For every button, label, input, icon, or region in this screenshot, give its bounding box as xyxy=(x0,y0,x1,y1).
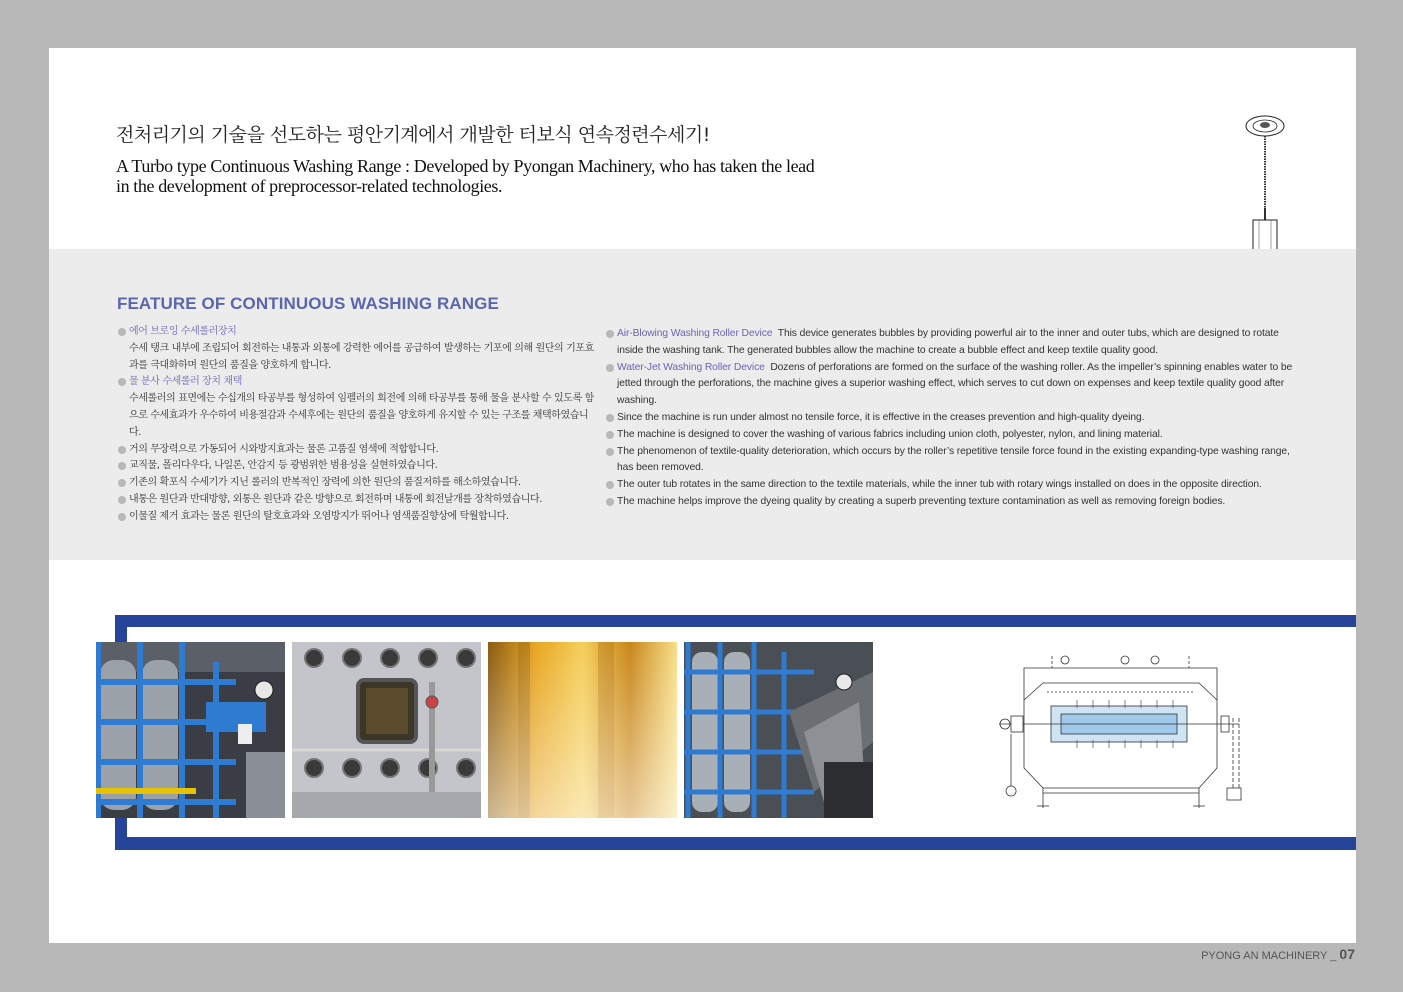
list-item xyxy=(117,509,597,526)
list-item-heading: 물 분사 수세롤러 장치 채택 xyxy=(129,376,242,388)
list-item xyxy=(605,360,1305,410)
list-item-text: Since the machine is run under almost no tensile force, it is effective in the creases prevention and high-quality dyeing. xyxy=(617,411,1145,423)
title-english: A Turbo type Continuous Washing Range : Developed by Pyongan Machinery, who has taken the lead in the development of preprocessor-related technologies. xyxy=(116,156,815,196)
list-item-text: 교직물, 폴리다우다, 나일론, 안감지 등 광범위한 범용성을 실현하였습니다. xyxy=(129,460,438,472)
list-item-text: This device generates bubbles by providing powerful air to the inner and outer tubs, which are designed to rotate inside the washing tank. The generated bubbles allow the machine to create a bubble effect and keep textile quality good. xyxy=(617,328,1279,356)
list-item-text: The phenomenon of textile-quality deterioration, which occurs by the roller’s repetitive tensile force found in the existing expanding-type washing range, has been removed. xyxy=(617,445,1290,474)
list-item-text: 수세 탱크 내부에 조립되어 회전하는 내통과 외통에 강력한 에어를 공급하여 발생하는 기포에 의해 원단의 기포효과를 극대화하며 원단의 품질을 양호하게 합니다. xyxy=(129,342,594,371)
list-item-text: The machine is designed to cover the washing of various fabrics including union cloth, polyester, nylon, and lining material. xyxy=(617,428,1163,440)
list-item xyxy=(117,458,597,475)
list-item xyxy=(605,410,1305,427)
machine-photo-2 xyxy=(292,642,481,818)
list-item-heading: Air-Blowing Washing Roller Device xyxy=(617,328,773,339)
list-item xyxy=(117,492,597,509)
feature-heading: FEATURE OF CONTINUOUS WASHING RANGE xyxy=(117,294,499,313)
machine-photo-3 xyxy=(684,642,873,818)
list-item xyxy=(117,374,597,441)
list-item xyxy=(605,494,1305,511)
list-item xyxy=(117,475,597,492)
list-item-text: 이물질 제거 효과는 물론 원단의 탈호효과와 오염방지가 뛰어나 염색품질향상에 탁월합니다. xyxy=(129,510,509,522)
feature-list-korean xyxy=(117,324,597,526)
list-item-text: Dozens of perforations are formed on the surface of the washing roller. As the impeller’s spinning enables water to be jetted through the perforations, the machine gives a superior washing effect, which serves to cut down on expenses and keep textile quality good after washing. xyxy=(617,361,1293,407)
list-item-text: 내통은 원단과 반대방향, 외통은 원단과 같은 방향으로 회전하며 내통에 회전날개를 장착하였습니다. xyxy=(129,493,543,505)
page-footer xyxy=(1201,946,1355,962)
list-item-heading: 에어 브로잉 수세롤러장치 xyxy=(129,326,237,337)
list-item-text: 기존의 확포식 수세기가 지닌 롤러의 반복적인 장력에 의한 원단의 품질저하를 해소하였습니다. xyxy=(129,477,521,489)
machine-photo-1 xyxy=(96,642,285,818)
list-item xyxy=(117,442,597,459)
feature-list-english xyxy=(605,326,1305,511)
page-number: 07 xyxy=(1339,946,1355,962)
list-item xyxy=(605,326,1305,360)
list-item-text: The machine helps improve the dyeing quality by creating a superb preventing texture contamination as well as removing foreign bodies. xyxy=(617,495,1226,507)
list-item-text: The outer tub rotates in the same direction to the textile materials, while the inner tub with rotary wings installed on does in the opposite direction. xyxy=(617,479,1262,491)
list-item xyxy=(605,427,1305,444)
footer-brand: PYONG AN MACHINERY _ xyxy=(1201,950,1340,962)
gallery-frame-top xyxy=(115,615,1356,627)
list-item-heading: Water-Jet Washing Roller Device xyxy=(617,361,765,373)
list-item-text: 거의 무장력으로 가동되어 시와방지효과는 물론 고품질 염색에 적합합니다. xyxy=(129,443,439,455)
machine-cross-section-drawing xyxy=(977,638,1259,824)
list-item xyxy=(117,324,597,374)
list-item-text: 수세롤러의 표면에는 수십개의 타공부를 형성하여 임펠러의 회전에 의해 타공부를 통해 물을 분사할 수 있도록 함으로 수세효과가 우수하여 비용절감과 수세후에는 원단의 품질을 양호하게 유지할 수 있는 구조를 채택하였습니다. xyxy=(129,393,594,438)
list-item xyxy=(605,477,1305,494)
brochure-page xyxy=(49,48,1356,943)
title-korean: 전처리기의 기술을 선도하는 평안기계에서 개발한 터보식 연속정련수세기! xyxy=(116,124,710,146)
fabric-photo xyxy=(488,642,677,818)
list-item xyxy=(605,444,1305,478)
gallery-frame-bottom xyxy=(115,837,1356,850)
